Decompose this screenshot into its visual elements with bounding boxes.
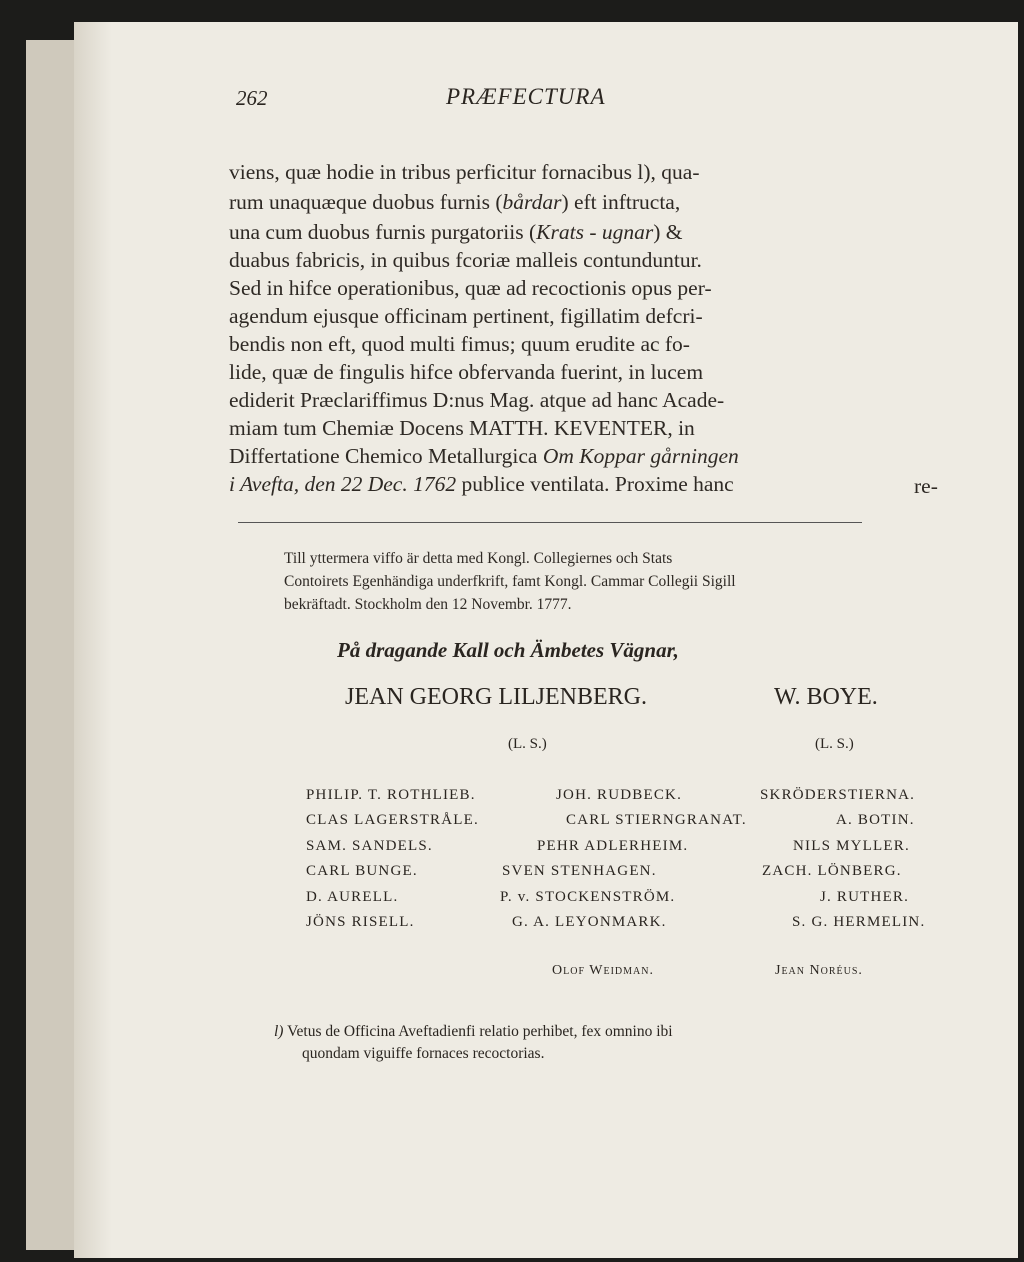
clerk-noreus: Jean Noréus. [775,963,863,978]
notice-line-2: Contoirets Egenhändiga underfkrift, famt Kongl. Cammar Collegii Sigill [284,573,736,590]
body-line-9: ediderit Præclariffimus D:nus Mag. atque ad hanc Acade- [229,388,725,412]
body-line-12 [229,472,734,497]
name-r3-c3: NILS MYLLER. [793,838,910,854]
name-r6-c1: JÖNS RISELL. [306,914,415,930]
clerk-weidman: Olof Weidman. [552,963,654,978]
footnote-line-1 [274,1023,673,1041]
body-line-12-italic: i Avefta, den 22 Dec. 1762 [229,472,457,496]
body-line-11-italic: Om Koppar gårningen [542,444,739,468]
name-r1-c3: SKRÖDERSTIERNA. [760,787,916,803]
body-line-11 [229,444,739,469]
footnote-text-1: Vetus de Officina Aveftadienfi relatio perhibet, fex omnino ibi [283,1023,673,1040]
page-gutter [74,22,112,1258]
name-r4-c1: CARL BUNGE. [306,863,418,879]
seal-left: (L. S.) [508,736,547,752]
name-r5-c3: J. RUTHER. [820,889,910,905]
notice-line-1: Till yttermera viffo är detta med Kongl. Collegiernes och Stats [284,550,673,567]
name-r3-c1: SAM. SANDELS. [306,838,433,854]
name-r5-c1: D. AURELL. [306,889,399,905]
body-line-10: miam tum Chemiæ Docens MATTH. KEVENTER, in [229,416,695,440]
body-line-2-tail: ) eft inftructa, [561,190,681,214]
name-r6-c2: G. A. LEYONMARK. [512,914,667,930]
footnote-line-2: quondam viguiffe fornaces recoctorias. [302,1045,545,1062]
name-r5-c2: P. v. STOCKENSTRÖM. [500,889,676,905]
seal-right: (L. S.) [815,736,854,752]
name-r1-c1: PHILIP. T. ROTHLIEB. [306,787,476,803]
body-line-3-text: una cum duobus furnis purgatoriis ( [229,220,537,244]
body-line-11-text: Differtatione Chemico Metallurgica [229,444,543,468]
body-line-12-text: publice ventilata. Proxime hanc [456,472,734,496]
running-title: PRÆFECTURA [446,84,606,109]
body-line-3 [229,220,682,245]
name-r6-c3: S. G. HERMELIN. [792,914,926,930]
name-r4-c3: ZACH. LÖNBERG. [762,863,902,879]
body-line-2-text: rum unaquæque duobus furnis ( [229,190,503,214]
footnote-marker: l) [274,1023,284,1040]
signer-liljenberg: JEAN GEORG LILJENBERG. [345,684,647,710]
name-r2-c1: CLAS LAGERSTRÅLE. [306,812,479,828]
authority-heading: På dragande Kall och Ämbetes Vägnar, [337,638,679,662]
notice-line-3: bekräftadt. Stockholm den 12 Novembr. 1777. [284,596,572,613]
name-r1-c2: JOH. RUDBECK. [556,787,683,803]
body-line-7: bendis non eft, quod multi fimus; quum erudite ac fo- [229,332,690,356]
body-line-5: Sed in hifce operationibus, quæ ad recoctionis opus per- [229,276,712,300]
body-line-4: duabus fabricis, in quibus fcoriæ malleis contunduntur. [229,248,702,272]
body-line-3-italic: Krats - ugnar [536,220,654,244]
body-line-6: agendum ejusque officinam pertinent, figillatim defcri- [229,304,703,328]
catchword: re- [914,474,938,498]
body-line-2-italic: bårdar [502,190,562,214]
name-r2-c2: CARL STIERNGRANAT. [566,812,747,828]
signer-boye: W. BOYE. [774,684,878,710]
body-line-1: viens, quæ hodie in tribus perficitur fornacibus l), qua- [229,160,700,184]
body-line-2 [229,190,680,215]
page-number: 262 [236,86,268,110]
name-r2-c3: A. BOTIN. [836,812,915,828]
body-line-3-tail: ) & [653,220,683,244]
section-rule [238,522,862,523]
name-r4-c2: SVEN STENHAGEN. [502,863,657,879]
name-r3-c2: PEHR ADLERHEIM. [537,838,689,854]
body-line-8: lide, quæ de fingulis hifce obfervanda fuerint, in lucem [229,360,704,384]
